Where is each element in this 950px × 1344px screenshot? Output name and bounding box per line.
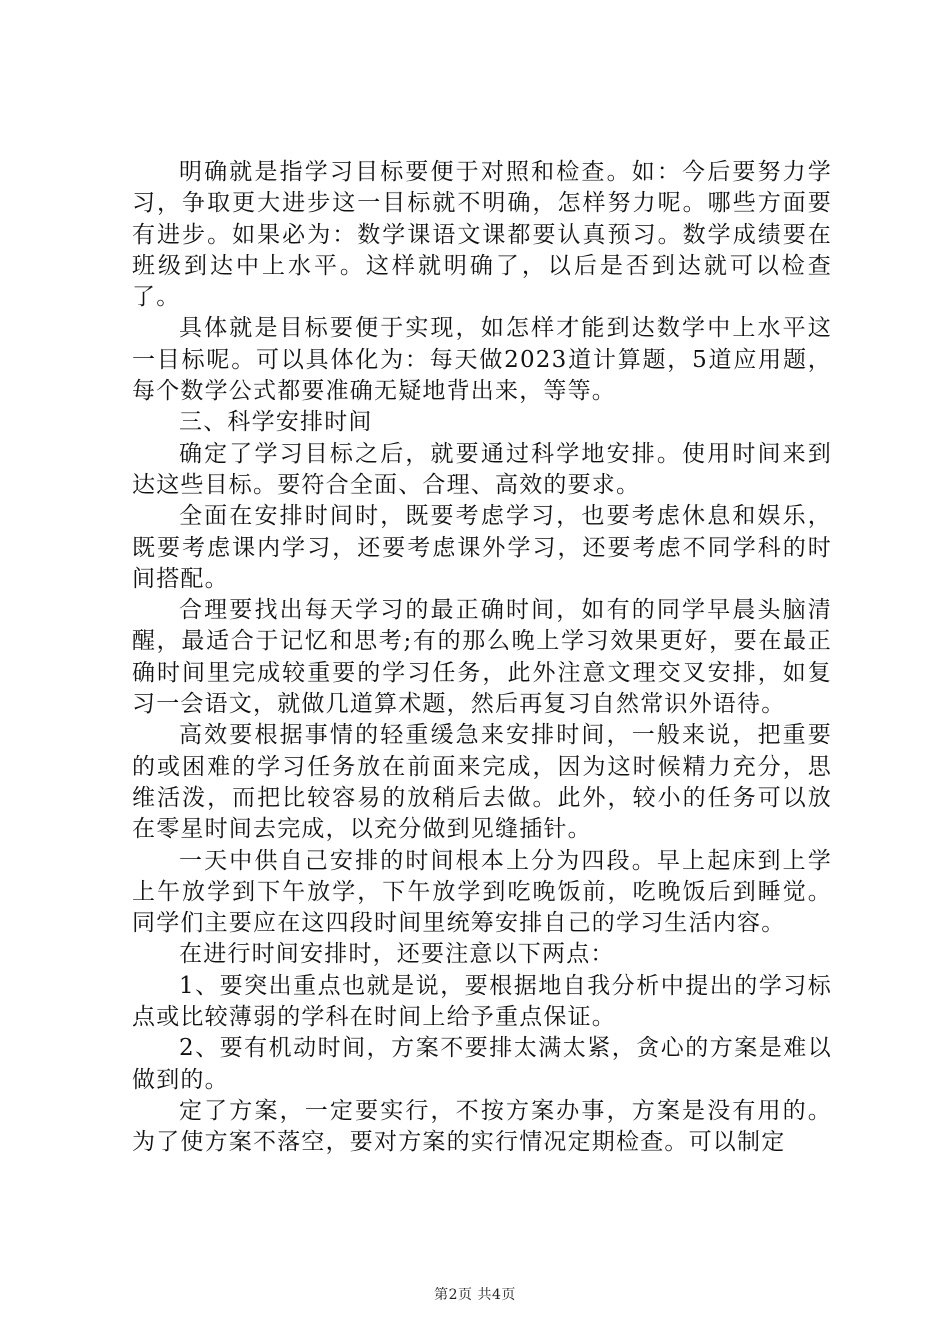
section-heading: 三、科学安排时间	[179, 409, 373, 436]
paragraph: 定了方案，一定要实行，不按方案办事，方案是没有用的。为了使方案不落空，要对方案的实行情况定期检查。可以制定	[132, 1097, 832, 1156]
paragraph: 一天中供自己安排的时间根本上分为四段。早上起床到上学上午放学到下午放学，下午放学到吃晚饭前，吃晚饭后到睡觉。同学们主要应在这四段时间里统筹安排自己的学习生活内容。	[132, 847, 832, 937]
paragraph: 确定了学习目标之后，就要通过科学地安排。使用时间来到达这些目标。要符合全面、合理、高效的要求。	[132, 440, 832, 498]
paragraph: 高效要根据事情的轻重缓急来安排时间，一般来说，把重要的或困难的学习任务放在前面来完成，因为这时候精力充分，思维活泼，而把比较容易的放稍后去做。此外，较小的任务可以放在零星时间去完成，以充分做到见缝插针。	[132, 722, 832, 843]
paragraph: 合理要找出每天学习的最正确时间，如有的同学早晨头脑清醒，最适合于记忆和思考;有的那么晚上学习效果更好，要在最正确时间里完成较重要的学习任务，此外注意文理交叉安排，如复习一会语文，就做几道算术题，然后再复习自然常识外语待。	[132, 597, 832, 718]
document-body	[132, 157, 832, 1159]
page-footer	[0, 1286, 950, 1304]
paragraph: 全面在安排时间时，既要考虑学习，也要考虑休息和娱乐，既要考虑课内学习，还要考虑课外学习，还要考虑不同学科的时间搭配。	[132, 503, 832, 592]
list-item: 2、要有机动时间，方案不要排太满太紧，贪心的方案是难以做到的。	[132, 1035, 832, 1093]
page-number-label: 第2页 共4页	[434, 1287, 516, 1303]
list-item: 1、要突出重点也就是说，要根据地自我分析中提出的学习标点或比较薄弱的学科在时间上给予重点保证。	[132, 972, 832, 1031]
paragraph: 明确就是指学习目标要便于对照和检查。如：今后要努力学习，争取更大进步这一目标就不明确，怎样努力呢。哪些方面要有进步。如果必为：数学课语文课都要认真预习。数学成绩要在班级到达中上水平。这样就明确了，以后是否到达就可以检查了。	[132, 159, 832, 311]
paragraph: 在进行时间安排时，还要注意以下两点：	[179, 941, 615, 968]
paragraph: 具体就是目标要便于实现，如怎样才能到达数学中上水平这一目标呢。可以具体化为：每天做2023道计算题，5道应用题，每个数学公式都要准确无疑地背出来，等等。	[132, 315, 832, 405]
